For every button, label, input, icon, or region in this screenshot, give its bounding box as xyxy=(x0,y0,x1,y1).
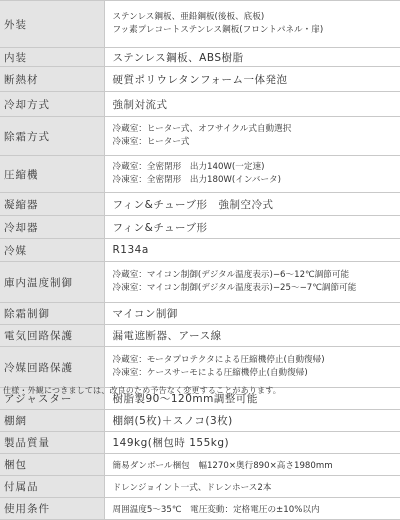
spec-value-line: 冷蔵室：全密閉形 出力140W(一定速) xyxy=(113,161,400,174)
spec-label-adjuster: アジャスター xyxy=(0,388,104,410)
spec-value-line: 冷蔵室：マイコン制御(デジタル温度表示)−6〜12℃調節可能 xyxy=(113,269,400,282)
spec-value-line: 冷蔵室：モータプロテクタによる圧縮機停止(自動復帰) xyxy=(113,354,400,367)
spec-value-line: 冷凍室：ヒーター式 xyxy=(113,136,400,149)
spec-value-packaging: 簡易ダンボール梱包 幅1270×奥行890×高さ1980mm xyxy=(104,454,400,476)
spec-row-shelves xyxy=(0,410,400,432)
spec-value-temp-control xyxy=(104,262,400,303)
spec-row-cooling-method xyxy=(0,92,400,117)
spec-row-defrost-method xyxy=(0,117,400,156)
spec-footnote: 仕様・外観につきましては、改良のため予告なく変更することがあります。 xyxy=(3,385,281,396)
spec-value-compressor xyxy=(104,156,400,193)
spec-value-refrigerant: R134a xyxy=(104,239,400,262)
spec-value-defrost-control: マイコン制御 xyxy=(104,303,400,325)
spec-label-electrical-protection: 電気回路保護 xyxy=(0,325,104,347)
spec-value-operating-conditions: 周囲温度5〜35℃ 電圧変動：定格電圧の±10%以内 xyxy=(104,498,400,520)
spec-row-interior xyxy=(0,48,400,67)
spec-value-condenser: フィン&チューブ形 強制空冷式 xyxy=(104,193,400,216)
spec-value-shelves: 棚網(5枚)＋スノコ(3枚) xyxy=(104,410,400,432)
spec-row-weight xyxy=(0,432,400,454)
spec-value-refrigerant-protection xyxy=(104,347,400,388)
spec-value-adjuster: 樹脂製90〜120mm調整可能 xyxy=(104,388,400,410)
spec-value-line: 冷凍室：マイコン制御(デジタル温度表示)−25〜−7℃調節可能 xyxy=(113,282,400,295)
spec-row-refrigerant xyxy=(0,239,400,262)
spec-label-packaging: 梱包 xyxy=(0,454,104,476)
spec-row-packaging xyxy=(0,454,400,476)
spec-label-defrost-control: 除霜制御 xyxy=(0,303,104,325)
spec-label-condenser: 凝縮器 xyxy=(0,193,104,216)
spec-value-line: 冷蔵室：ヒーター式、オフサイクル式自動選択 xyxy=(113,123,400,136)
spec-value-line: 冷凍室：ケースサーモによる圧縮機停止(自動復帰) xyxy=(113,367,400,380)
spec-label-insulation: 断熱材 xyxy=(0,67,104,92)
spec-row-exterior xyxy=(0,1,400,48)
spec-value-evaporator: フィン&チューブ形 xyxy=(104,216,400,239)
spec-value-line: ステンレス鋼板、亜鉛鋼板(後板、底板) xyxy=(113,11,400,24)
spec-value-exterior xyxy=(104,1,400,48)
spec-row-operating-conditions xyxy=(0,498,400,520)
spec-label-refrigerant-protection: 冷媒回路保護 xyxy=(0,347,104,388)
spec-row-temp-control xyxy=(0,262,400,303)
spec-row-electrical-protection xyxy=(0,325,400,347)
spec-label-defrost-method: 除霜方式 xyxy=(0,117,104,156)
spec-value-accessories: ドレンジョイント一式、ドレンホース2本 xyxy=(104,476,400,498)
spec-label-operating-conditions: 使用条件 xyxy=(0,498,104,520)
spec-label-weight: 製品質量 xyxy=(0,432,104,454)
spec-value-line: 冷凍室：全密閉形 出力180W(インバータ) xyxy=(113,174,400,187)
spec-value-interior: ステンレス鋼板、ABS樹脂 xyxy=(104,48,400,67)
spec-value-weight: 149kg(梱包時 155kg) xyxy=(104,432,400,454)
spec-row-refrigerant-protection xyxy=(0,347,400,388)
spec-row-condenser xyxy=(0,193,400,216)
spec-row-defrost-control xyxy=(0,303,400,325)
spec-label-cooling-method: 冷却方式 xyxy=(0,92,104,117)
spec-row-compressor xyxy=(0,156,400,193)
spec-label-accessories: 付属品 xyxy=(0,476,104,498)
spec-value-insulation: 硬質ポリウレタンフォーム一体発泡 xyxy=(104,67,400,92)
spec-label-refrigerant: 冷媒 xyxy=(0,239,104,262)
spec-value-defrost-method xyxy=(104,117,400,156)
spec-value-cooling-method: 強制対流式 xyxy=(104,92,400,117)
spec-row-insulation xyxy=(0,67,400,92)
spec-row-evaporator xyxy=(0,216,400,239)
spec-label-interior: 内装 xyxy=(0,48,104,67)
spec-label-exterior: 外装 xyxy=(0,1,104,48)
spec-label-shelves: 棚網 xyxy=(0,410,104,432)
spec-row-accessories xyxy=(0,476,400,498)
spec-label-evaporator: 冷却器 xyxy=(0,216,104,239)
spec-value-electrical-protection: 漏電遮断器、アース線 xyxy=(104,325,400,347)
spec-label-compressor: 圧縮機 xyxy=(0,156,104,193)
spec-value-line: フッ素プレコートステンレス鋼板(フロントパネル・扉) xyxy=(113,24,400,37)
spec-label-temp-control: 庫内温度制御 xyxy=(0,262,104,303)
